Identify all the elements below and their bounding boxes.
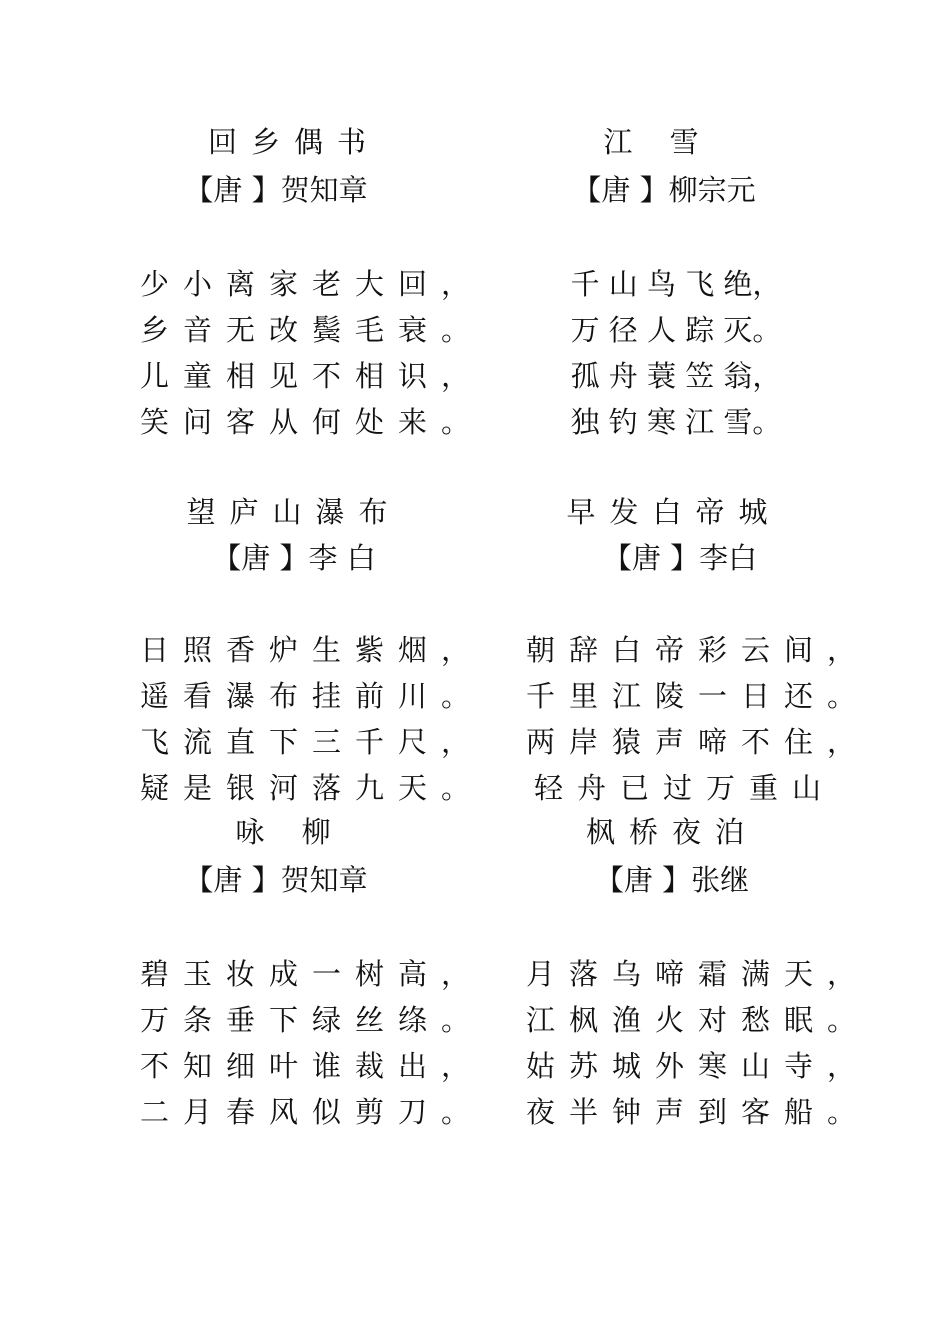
poem-line: 两岸猿声啼不住， (526, 725, 871, 759)
poem-line: 日照香炉生紫烟， (140, 633, 485, 667)
poem-line: 月落乌啼霜满天， (526, 957, 871, 991)
poem-author: 【唐 】李白 (602, 541, 758, 575)
poem-line: 笑问客从何处来。 (140, 405, 485, 439)
poem-line: 少小离家老大回， (140, 267, 485, 301)
poem-author: 【唐 】贺知章 (184, 173, 368, 207)
poem-line: 万 径 人 踪 灭。 (570, 313, 782, 347)
poem-line: 千里江陵一日还。 (526, 679, 871, 713)
poem-line: 儿童相见不相识， (140, 359, 485, 393)
poem-line: 轻舟已过万重山 (534, 771, 836, 805)
poem-line: 江枫渔火对愁眠。 (526, 1003, 871, 1037)
poem-title: 枫桥夜泊 (585, 815, 758, 849)
poem-line: 独 钓 寒 江 雪。 (570, 405, 782, 439)
poem-line: 碧玉妆成一树高， (140, 957, 485, 991)
poem-line: 朝辞白帝彩云间， (526, 633, 871, 667)
poem-author: 【唐 】李 白 (212, 541, 376, 575)
poem-line: 不知细叶谁裁出， (140, 1049, 485, 1083)
poem-zao-fa-baidi-cheng (516, 494, 871, 824)
poem-line: 疑是银河落九天。 (140, 771, 485, 805)
poem-line: 夜半钟声到客船。 (526, 1095, 871, 1129)
poem-line: 遥看瀑布挂前川。 (140, 679, 485, 713)
poem-line: 万条垂下绿丝绦。 (140, 1003, 485, 1037)
poem-author: 【唐 】柳宗元 (572, 173, 756, 207)
poem-title: 望庐山瀑布 (186, 495, 402, 529)
poem-line: 千 山 鸟 飞 绝， (570, 267, 782, 301)
poem-title: 回乡偶书 (207, 125, 380, 159)
poem-yong-liu (140, 814, 485, 1144)
poem-line: 姑苏城外寒山寺， (526, 1049, 871, 1083)
poem-title: 咏 柳 (235, 815, 345, 849)
poem-author: 【唐 】贺知章 (184, 863, 368, 897)
poem-jiang-xue (516, 124, 816, 454)
poem-title: 江 雪 (603, 125, 713, 159)
poem-line: 二月春风似剪刀。 (140, 1095, 485, 1129)
poem-line: 乡音无改鬓毛衰。 (140, 313, 485, 347)
poem-line: 孤 舟 蓑 笠 翁， (570, 359, 782, 393)
poem-line: 飞流直下三千尺， (140, 725, 485, 759)
poem-hui-xiang-ou-shu (140, 124, 485, 454)
poem-title: 早发白帝城 (566, 495, 782, 529)
poem-wang-lushan-pubu (140, 494, 485, 824)
poem-author: 【唐 】张继 (594, 863, 750, 897)
poem-feng-qiao-ye-bo (516, 814, 871, 1144)
